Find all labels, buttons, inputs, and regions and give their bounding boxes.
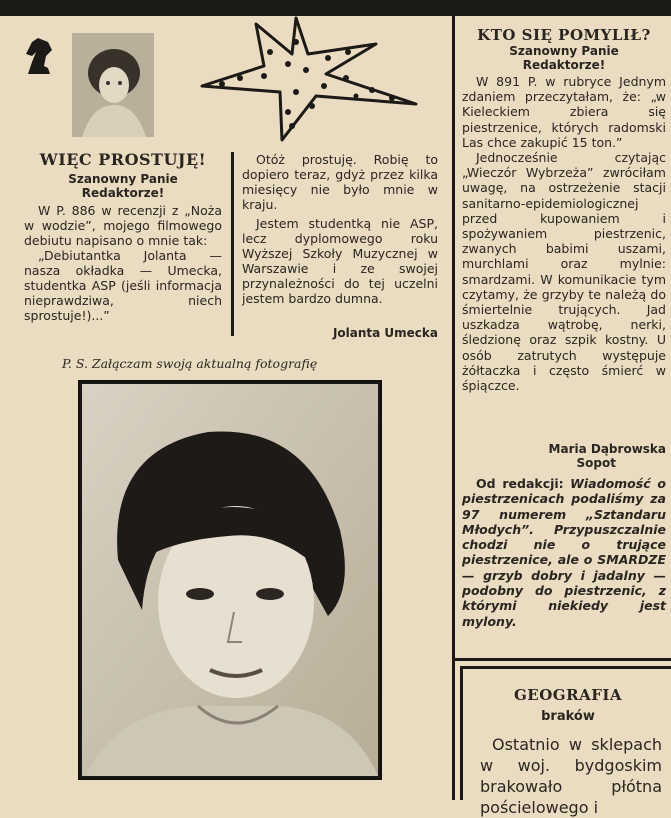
right-signature-city: Sopot <box>576 456 616 470</box>
right-paragraph: W 891 P. w rubryce Jednym zdaniem przeczytałam, że: „w Kieleckiem zbiera się piestrzenice, których radomski Las chce zakupić 15 ton.” <box>462 74 666 150</box>
geografia-title <box>468 686 668 704</box>
geografia-text: Ostatnio w sklepach w woj. bydgoskim brakowało płótna pościelowego i <box>480 735 662 817</box>
left-signature: Jolanta Umecka <box>332 326 438 340</box>
left-article-col2 <box>242 152 438 306</box>
ps-note: P. S. Załączam swoją aktualną fotografię <box>62 356 318 371</box>
right-article-body <box>462 74 666 393</box>
left-salutation <box>24 172 222 200</box>
left-col2-paragraph: Jestem studentką nie ASP, lecz dyplomowego roku Wyższej Szkoły Muzycznej w Warszawie i ze swojej przynależności do tej uczelni jestem bardzo dumna. <box>242 216 438 306</box>
page-title: WIĘC PROSTUJĘ! <box>39 150 207 169</box>
column-divider-main <box>452 16 455 800</box>
right-salutation <box>460 44 668 72</box>
left-col1-paragraph: W P. 886 w recenzji z „Noża w wodzie”, mojego filmowego debiutu napisano o mnie tak: <box>24 203 222 248</box>
left-col1-paragraph: „Debiutantka Jolanta — nasza okładka — Umecka, studentka ASP (jeśli informacja nieprawdziwa, niech sprostuje!)...” <box>24 248 222 323</box>
left-col2-paragraph: Otóż prostuję. Robię to dopiero teraz, gdyż przez kilka miesięcy nie było mnie w kraju. <box>242 152 438 212</box>
left-salutation-1: Szanowny Panie <box>68 172 178 186</box>
editor-note <box>462 476 666 629</box>
right-article-title <box>460 26 668 44</box>
right-title: KTO SIĘ POMYLIŁ? <box>477 26 651 44</box>
left-article-title <box>24 150 222 169</box>
right-signature <box>500 442 666 470</box>
large-portrait-photo <box>78 380 382 780</box>
left-article-col1 <box>24 203 222 323</box>
chess-knight-icon <box>22 36 56 76</box>
column-divider-left <box>231 152 234 336</box>
right-salutation-2: Redaktorze! <box>522 58 606 72</box>
starfish-doodle-icon <box>196 14 428 144</box>
editor-note-text: Wiadomość o piestrzenicach podaliśmy za 97 numerem „Sztandaru Młodych”. Przypuszczalnie chodzi nie o trujące piestrzenice, ale o SMARDZE — grzyb dobry i jadalny — podobny do piestrzenic, z którymi niekiedy jest mylony. <box>462 476 666 629</box>
left-salutation-2: Redaktorze! <box>81 186 165 200</box>
bottom-right-divider <box>452 658 671 661</box>
geografia-subtitle: braków <box>541 709 595 724</box>
small-portrait-photo <box>72 33 154 137</box>
right-salutation-1: Szanowny Panie <box>509 44 619 58</box>
editor-note-label: Od redakcji: <box>476 476 564 491</box>
right-paragraph: Jednocześnie czytając „Wieczór Wybrzeża” zwróciłam uwagę, na ostrzeżenie stacji sanitarno-epidemiologicznej przed kupowaniem i spożywaniem piestrzenic, zwanych babimi uszami, murchlami oraz mylnie: smardzami. W komunikacie tym czytamy, że grzyby te należą do śmiertelnie trujących. Jad uszkadza wątrobę, nerki, śledzionę oraz szpik kostny. U osób zatrutych występuje żółtaczka i często śmierć w śpiączce. <box>462 150 666 394</box>
right-signature-name: Maria Dąbrowska <box>548 442 666 456</box>
geografia-heading: GEOGRAFIA <box>513 686 623 704</box>
